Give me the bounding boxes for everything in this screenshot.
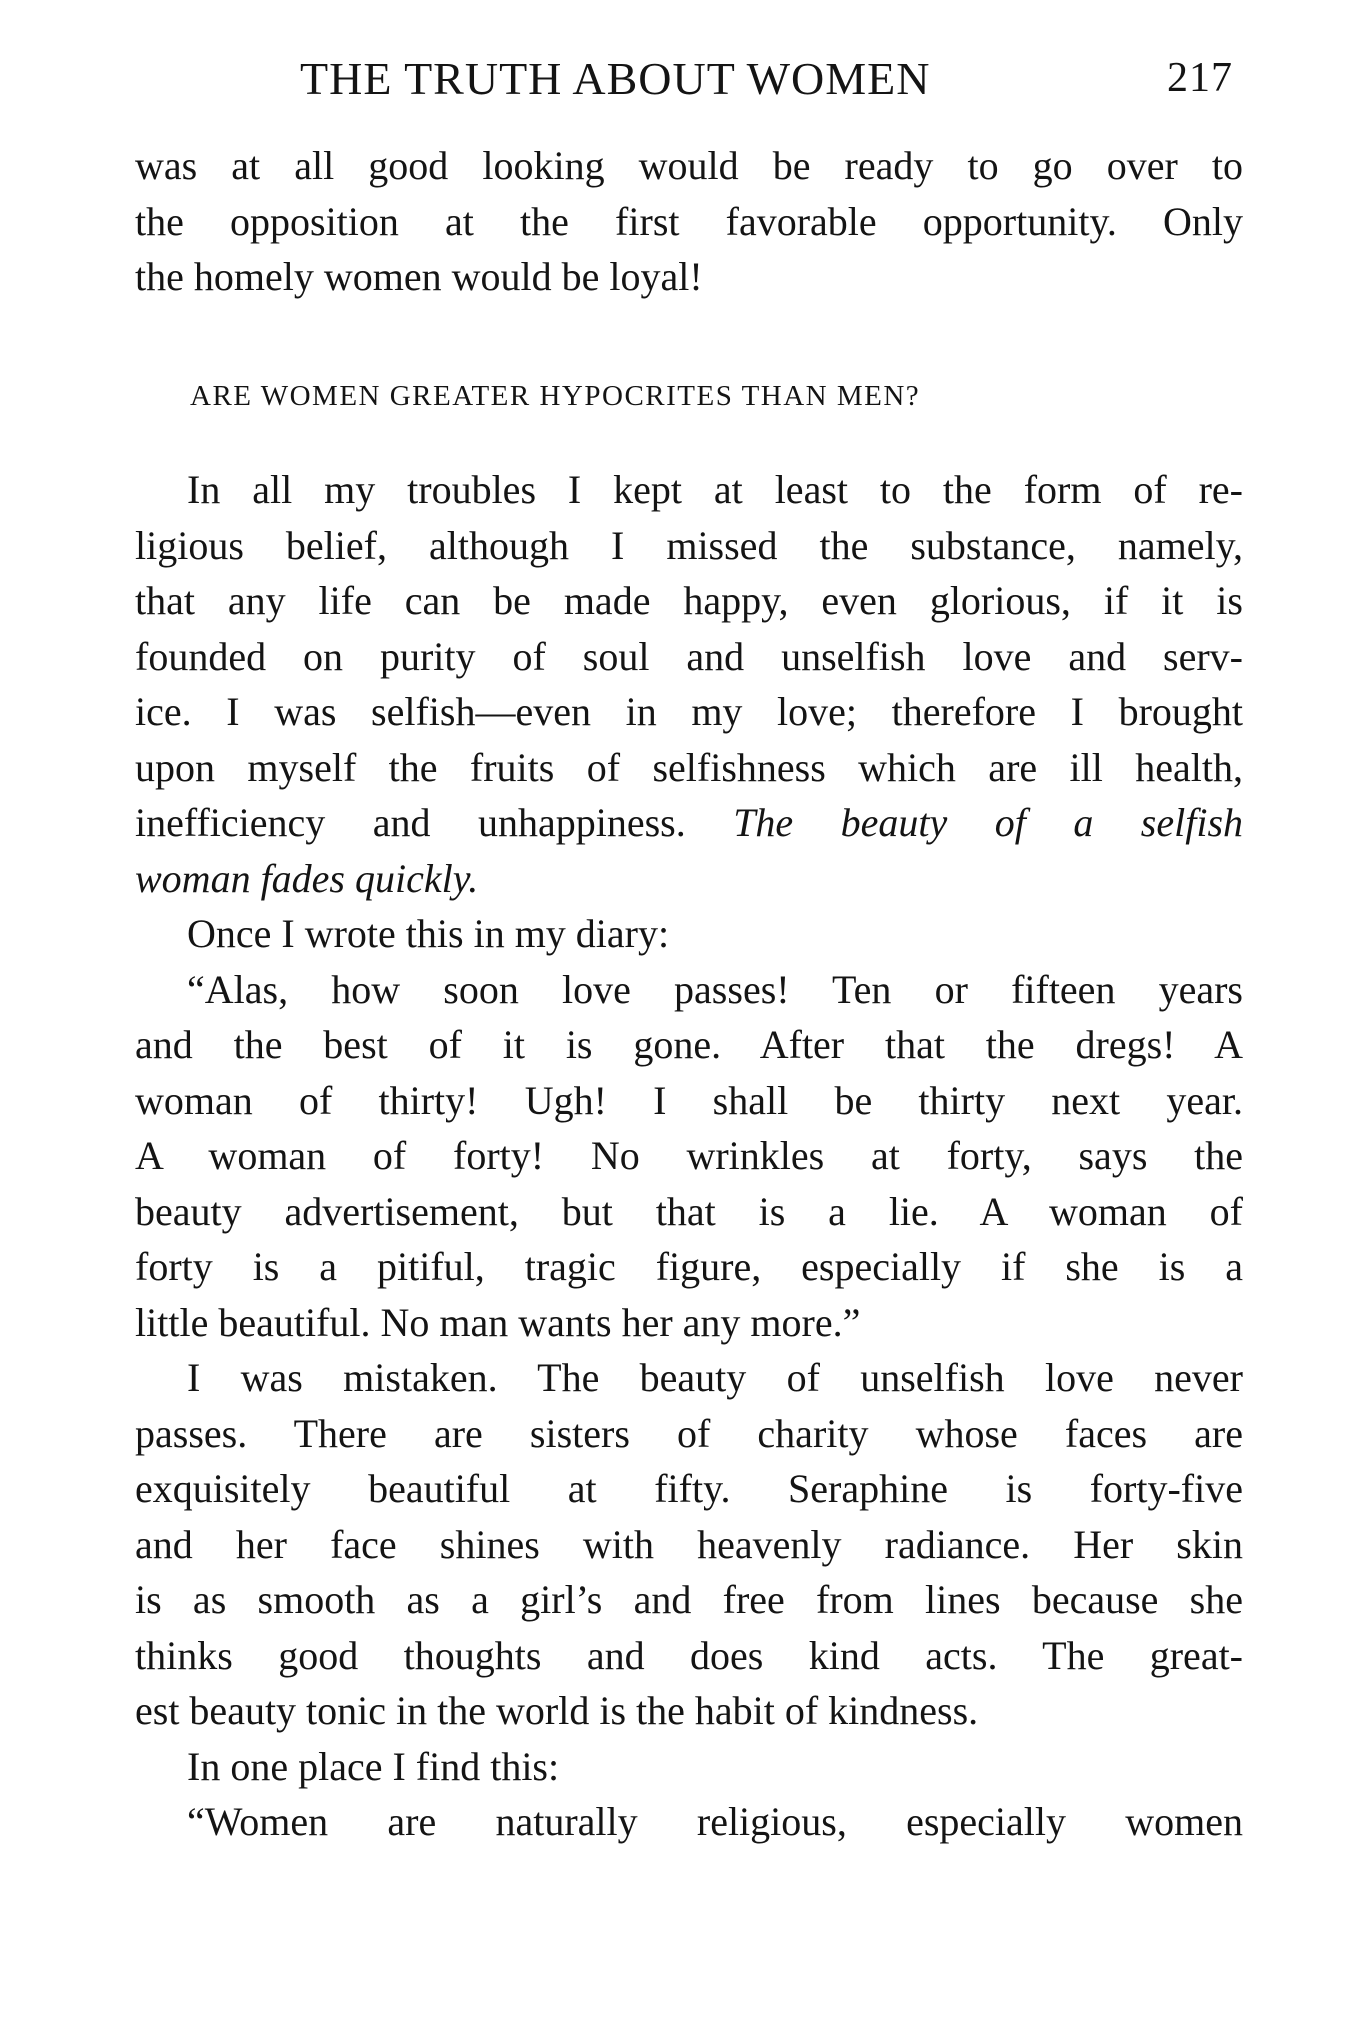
line-text: thinks good thoughts and does kind acts. The great- xyxy=(135,1632,1243,1678)
text-line xyxy=(135,1572,1243,1628)
line-text: “Women are naturally religious, especially women xyxy=(187,1799,1243,1844)
section-heading: ARE WOMEN GREATER HYPOCRITES THAN MEN? xyxy=(190,380,921,412)
text-line: the homely women would be loyal! xyxy=(135,254,703,299)
text-line xyxy=(135,962,1243,1018)
line-text: A woman of forty! No wrinkles at forty, says the xyxy=(135,1133,1243,1178)
text-line xyxy=(135,1239,1243,1295)
line-text: est beauty tonic in the world is the habit of kindness. xyxy=(135,1688,979,1733)
line-text: I was mistaken. The beauty of unselfish love never xyxy=(187,1355,1243,1400)
line-text: that any life can be made happy, even glorious, if it is xyxy=(135,578,1243,623)
section-body xyxy=(135,462,1243,1850)
text-line xyxy=(135,518,1243,574)
text-line xyxy=(135,1350,1243,1406)
text-line xyxy=(135,851,1243,907)
line-text: forty is a pitiful, tragic figure, especially if she is a xyxy=(135,1244,1243,1289)
line-text: In one place I find this: xyxy=(187,1743,560,1789)
line-text: founded on purity of soul and unselfish love and serv- xyxy=(135,633,1243,679)
page-number: 217 xyxy=(1167,55,1233,101)
line-text: In all my troubles I kept at least to the form of re- xyxy=(187,467,1243,512)
text-line xyxy=(135,1517,1243,1573)
italic-text: woman fades quickly. xyxy=(135,855,479,901)
text-line xyxy=(135,795,1243,851)
text-line xyxy=(135,1073,1243,1129)
text-line xyxy=(135,740,1243,796)
line-text: ligious belief, although I missed the substance, namely, xyxy=(135,522,1243,568)
text-line xyxy=(135,573,1243,629)
text-line xyxy=(135,1406,1243,1462)
text-line: the opposition at the first favorable opportunity. Only xyxy=(135,198,1243,244)
line-text: little beautiful. No man wants her any more.” xyxy=(135,1299,861,1345)
text-line xyxy=(135,1184,1243,1240)
line-text: beauty advertisement, but that is a lie. A woman of xyxy=(135,1188,1243,1234)
text-line xyxy=(135,462,1243,518)
text-line xyxy=(135,1739,1243,1795)
text-line xyxy=(135,1683,1243,1739)
text-line xyxy=(135,684,1243,740)
line-text: is as smooth as a girl’s and free from lines because she xyxy=(135,1577,1243,1622)
line-text: woman of thirty! Ugh! I shall be thirty next year. xyxy=(135,1077,1243,1123)
line-text: and the best of it is gone. After that the dregs! A xyxy=(135,1022,1243,1067)
text-line xyxy=(135,906,1243,962)
running-head xyxy=(135,52,1245,112)
line-text: passes. There are sisters of charity whose faces are xyxy=(135,1410,1243,1456)
text-line xyxy=(135,1628,1243,1684)
text-line xyxy=(135,629,1243,685)
line-text: upon myself the fruits of selfishness which are ill health, xyxy=(135,744,1243,790)
text-line xyxy=(135,1461,1243,1517)
line-text: and her face shines with heavenly radiance. Her skin xyxy=(135,1521,1243,1567)
running-title: THE TRUTH ABOUT WOMEN xyxy=(300,53,931,104)
line-text: inefficiency and unhappiness. xyxy=(135,800,686,845)
line-text: “Alas, how soon love passes! Ten or fifteen years xyxy=(187,966,1243,1012)
text-line: was at all good looking would be ready to go over to xyxy=(135,143,1243,188)
text-line xyxy=(135,1794,1243,1850)
text-line xyxy=(135,1128,1243,1184)
line-text: exquisitely beautiful at fifty. Seraphine is forty-five xyxy=(135,1466,1243,1511)
continuation-paragraph xyxy=(135,138,1243,305)
text-line xyxy=(135,1295,1243,1351)
line-text: ice. I was selfish—even in my love; therefore I brought xyxy=(135,689,1243,734)
line-text: Once I wrote this in my diary: xyxy=(187,911,670,956)
text-line xyxy=(135,1017,1243,1073)
italic-text: The beauty of a selfish xyxy=(733,800,1244,845)
